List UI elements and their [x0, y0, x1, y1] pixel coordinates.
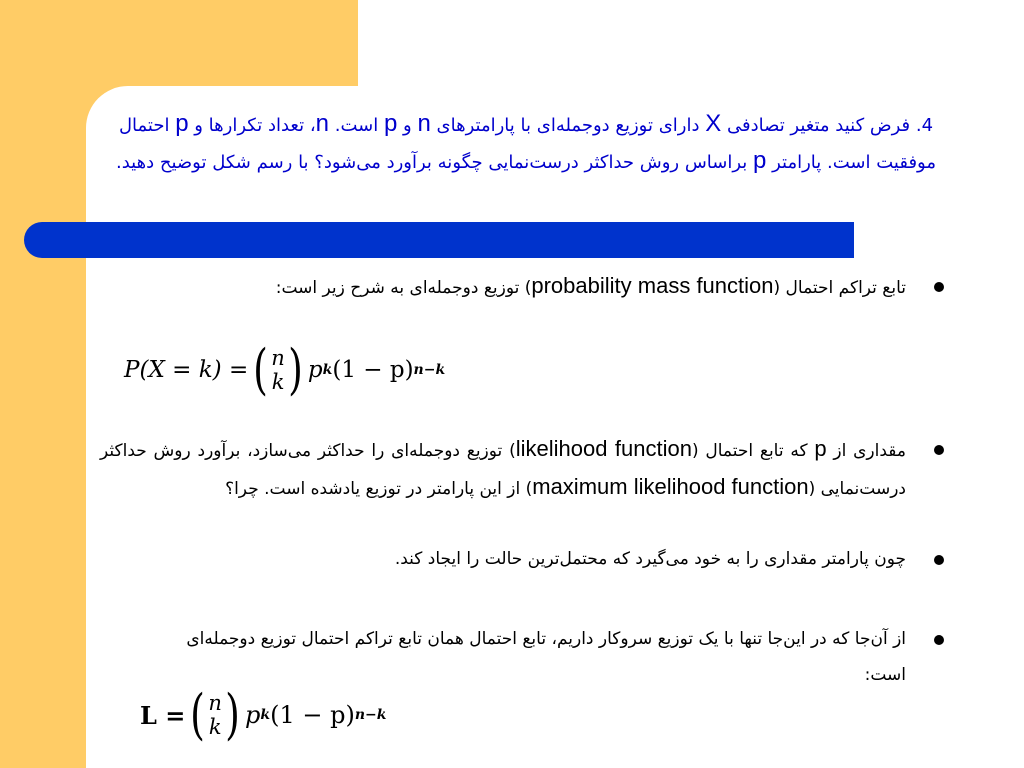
title-divider-bar — [24, 222, 854, 258]
slide-title: 4. فرض کنید متغیر تصادفی X دارای توزیع دوجمله‌ای با پارامترهای n و p است. n، تعداد تکرارها و p احتمال موفقیت است. پارامتر p براساس روش حداکثر درست‌نمایی چگونه برآورد می‌شود؟ با رسم شکل توضیح دهید. — [116, 110, 936, 174]
formula-likelihood: L = ( n k ) p k (1 − p) n−k — [140, 683, 387, 746]
bullet-likelihood: مقداری از p که تابع احتمال (likelihood function) توزیع دوجمله‌ای را حداکثر می‌سازد، برآورد روش حداکثر درست‌نمایی (maximum likelihood function) از این پارامتر در توزیع یادشده است. چرا؟ — [100, 431, 956, 507]
binomial-coefficient: ( n k ) — [190, 683, 240, 746]
binomial-coefficient: ( n k ) — [253, 338, 303, 401]
bullet-dot-icon — [934, 555, 944, 565]
background-yellow-strip — [0, 0, 86, 768]
formula-binomial-pmf: P(X = k) = ( n k ) p k (1 − p) n−k — [124, 338, 446, 401]
bullet-likelihood-equals-pmf: از آن‌جا که در این‌جا تنها با یک توزیع سروکار داریم، تابع احتمال همان تابع تراکم احتمال توزیع دوجمله‌ای است: — [166, 621, 956, 693]
bullet-most-probable: چون پارامتر مقداری را به خود می‌گیرد که محتمل‌ترین حالت را ایجاد کند. — [395, 541, 956, 577]
bullet-dot-icon — [934, 445, 944, 455]
bullet-dot-icon — [934, 282, 944, 292]
bullet-pmf: تابع تراکم احتمال (probability mass function) توزیع دوجمله‌ای به شرح زیر است: — [276, 268, 956, 306]
bullet-dot-icon — [934, 635, 944, 645]
